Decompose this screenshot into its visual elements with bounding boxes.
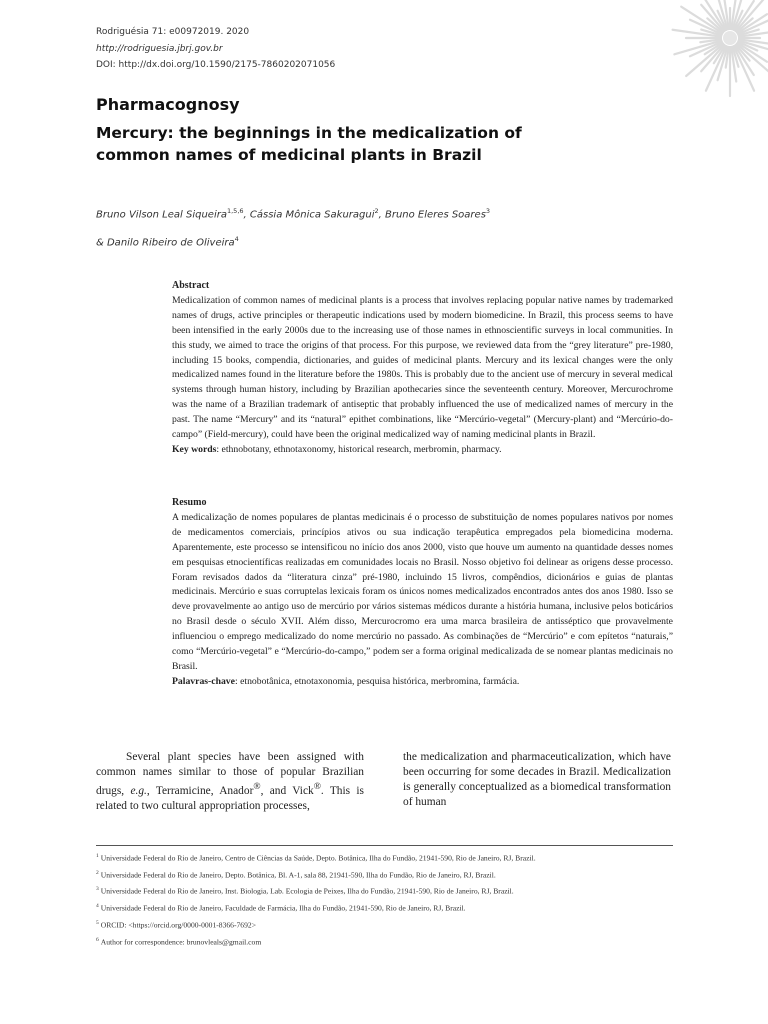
author-name: Bruno Eleres Soares [384, 209, 486, 221]
author-list [96, 199, 656, 256]
footnote-text[interactable]: Author for correspondence: brunovleals@gmail.com [100, 937, 262, 947]
resumo-keywords [172, 675, 673, 690]
footnote [96, 882, 673, 899]
body-text: , Terramicine, Anador [146, 784, 254, 797]
footnote-number: 2 [96, 869, 99, 876]
abstract-text: Medicalization of common names of medicinal plants is a process that involves replacing popular native names by trademarked names of drugs, active principles or therapeutic indications used by modern biomedicine. In Brazil, this process seems to have been intensified in the early 2000s due to the increasing use of those names in ethnoscientific surveys in local communities. In this study, we aimed to trace the origins of that process. For this purpose, we reviewed data from the “grey literature” pre-1980, including 15 books, compendia, dictionaries, and guides of medicinal plants. Mercury and its lexical changes were the only medicalized names found in the literature before the 1980s. This is probably due to the ancient use of mercury in several medical systems through human history, including by Brazilian apothecaries since the seventeenth century. Moreover, Mercurochrome was the name of a Brazilian trademark of antiseptic that probably influenced the use of medicalized names of mercury in the past. The name “Mercury” and its “natural” epithet combinations, like “Mercúrio-vegetal” (Mercury-plant) and “Mercúrio-do-campo” (Field-mercury), could have been the original medicalized way of naming medicinal plants in Brazil. [172, 294, 673, 441]
footnotes [96, 849, 673, 949]
article-title: Mercury: the beginnings in the medicalization of common names of medicinal plants in Brazil [96, 124, 522, 164]
abstract-heading: Abstract [172, 280, 210, 291]
body-column-right: the medicalization and pharmaceuticalization, which have been occurring for some decades in Brazil. Medicalization is generally conceptualized as a biomedical transformation of human [403, 751, 671, 808]
author-name: Danilo Ribeiro de Oliveira [106, 237, 235, 249]
author-affiliation-ref: 2 [374, 207, 379, 215]
registered-mark: ® [313, 782, 321, 792]
footnote-number: 4 [96, 903, 99, 910]
footnote-text[interactable]: ORCID: <https://orcid.org/0000-0001-8366-7692> [100, 920, 256, 930]
author-affiliation-ref: 4 [234, 235, 239, 244]
keywords-label: Key words [172, 443, 217, 455]
body-text: , and Vick [260, 784, 314, 797]
journal-url-link[interactable]: http://rodriguesia.jbrj.gov.br [96, 43, 223, 54]
footnote-text: Universidade Federal do Rio de Janeiro, Inst. Biologia, Lab. Ecologia de Peixes, Ilha do Fundão, 21941-590, Rio de Janeiro, RJ, Brazil. [100, 887, 514, 896]
footnote-divider [96, 845, 673, 846]
keywords-list: : ethnobotany, ethnotaxonomy, historical research, merbromin, pharmacy. [216, 443, 502, 455]
resumo-section [172, 496, 673, 690]
abstract-section [172, 279, 673, 458]
journal-citation: Rodriguésia 71: e00972019. 2020 [96, 27, 250, 37]
resumo-heading: Resumo [172, 497, 207, 508]
resumo-text: A medicalização de nomes populares de plantas medicinais é o processo de substituição de nomes populares nativos por nomes de medicamentos comerciais, princípios ativos ou sua indicação terapêutica empregados pela biomedicina moderna. Aparentemente, este processo se intensificou no início dos anos 2000, visto que houve um aumento na quantidade desses nomes em pesquisas etnocientíficas realizadas em comunidades locais no Brasil. Nosso objetivo foi delinear as origens desse processo. Foram revisados dados da “literatura cinza” pré-1980, incluindo 15 livros, compêndios, dicionários e guias de plantas medicinais. Mercúrio e suas corruptelas lexicais foram os únicos nomes medicalizados encontrados antes dos anos 1980. Isso se deve provavelmente ao antigo uso de mercúrio por vários sistemas médicos durante a história humana, inclusive pelos boticários no Brasil desde o século XVII. Além disso, Mercurocromo era uma marca brasileira de antisséptico que provavelmente influenciou o emprego medicalizado do nome mercúrio no passado. As combinações de “Mercúrio” e com epítetos “naturais,” como “Mercúrio-vegetal” e “Mercúrio-do-campo,” podem ser a forma original medicalizada de se nomear plantas medicinais no Brasil. [172, 511, 673, 672]
author-line-2 [96, 227, 656, 255]
footnote [96, 933, 673, 950]
author-name: Cássia Mônica Sakuragui [249, 209, 375, 221]
footnote-number: 3 [96, 886, 99, 893]
footnote-number: 1 [96, 853, 99, 859]
registered-mark: ® [253, 782, 261, 792]
body-text: Several plant species have been assigned with common names similar to those of popular Brazilian drugs, [96, 751, 364, 797]
author-affiliation-ref: 3 [485, 207, 491, 215]
footnote [96, 849, 673, 866]
footnote-text: Universidade Federal do Rio de Janeiro, Centro de Ciências da Saúde, Depto. Botânica, Ilha do Fundão, 21941-590, Rio de Janeiro, RJ, Brazil. [100, 853, 536, 863]
footnote [96, 866, 673, 883]
author-name: Bruno Vilson Leal Siqueira [96, 209, 227, 221]
footnote-number: 5 [96, 919, 99, 926]
footnote [96, 916, 673, 933]
palavras-chave-list: : etnobotânica, etnotaxonomia, pesquisa histórica, merbromina, farmácia. [234, 675, 520, 687]
section-heading: Pharmacognosy [96, 95, 240, 114]
author-prefix: & [96, 237, 107, 249]
author-line-1: Bruno Vilson Leal Siqueira$^{1,5,6}$, Cássia Mônica Sakuragui$^2$, Bruno Eleres Soares$^3$ [96, 207, 491, 221]
footnote [96, 899, 673, 916]
footnote-number: 6 [96, 936, 99, 943]
body-text-italic: e.g. [130, 784, 147, 797]
footnote-text: Universidade Federal do Rio de Janeiro, Faculdade de Farmácia, Ilha do Fundão, 21941-590, Rio de Janeiro, RJ, Brazil. [100, 903, 466, 913]
palavras-chave-label: Palavras-chave [172, 675, 235, 687]
doi-link[interactable]: DOI: http://dx.doi.org/10.1590/2175-7860202071056 [96, 60, 336, 70]
author-affiliation-ref: 1,5,6 [226, 207, 244, 215]
footnote-text: Universidade Federal do Rio de Janeiro, Depto. Botânica, Bl. A-1, sala 88, 21941-590, Ilha do Fundão, Rio de Janeiro, RJ, Brazil. [100, 870, 496, 880]
palm-leaf-ornament-icon [618, 0, 768, 150]
body-text: . This is related to two cultural appropriation processes, [96, 784, 364, 812]
abstract-keywords [172, 443, 673, 458]
body-column-left [96, 750, 364, 814]
journal-masthead [96, 24, 335, 74]
